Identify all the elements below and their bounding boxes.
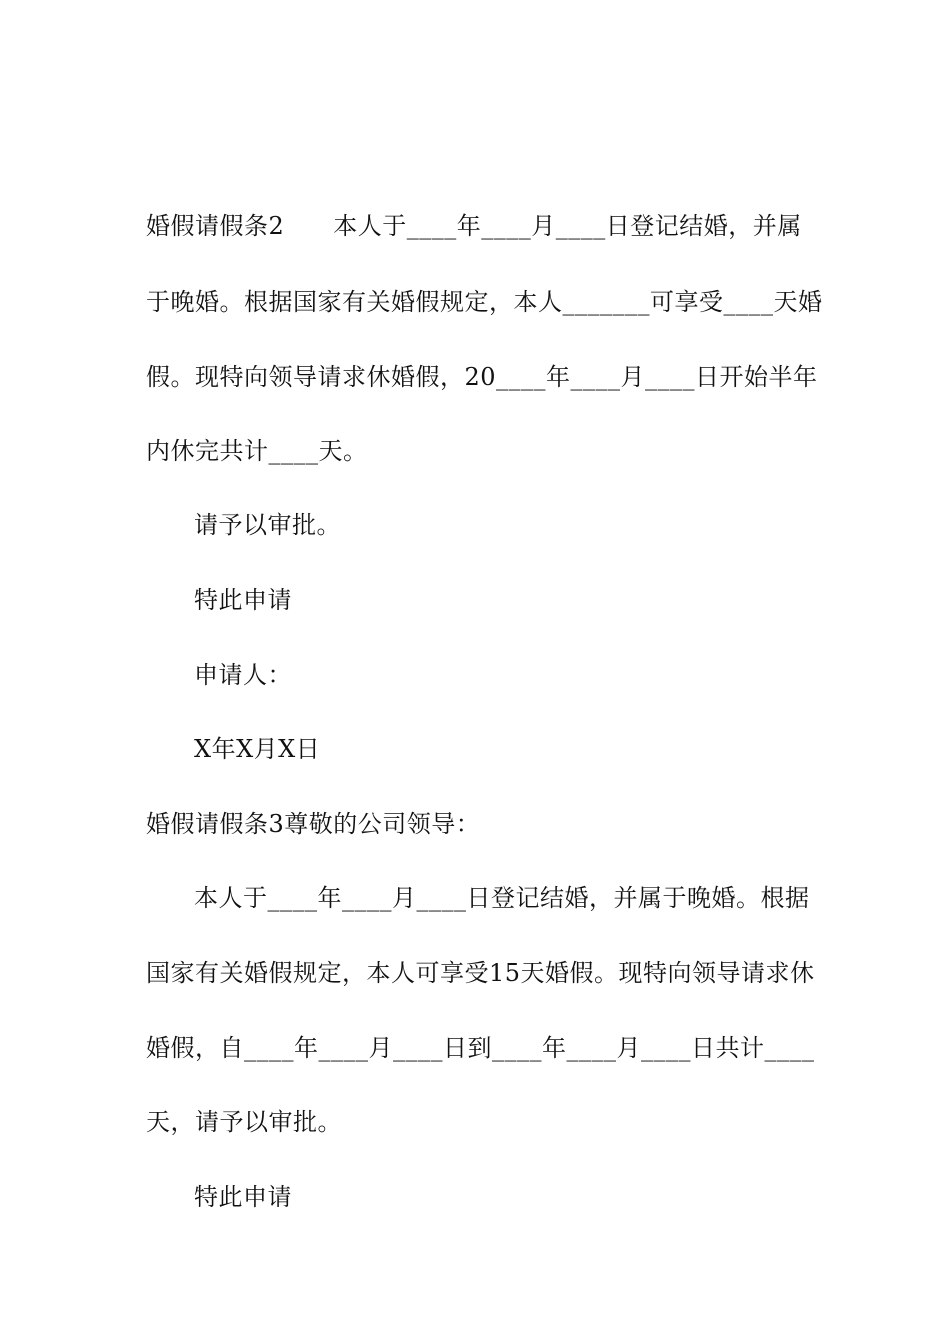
text-line: 于晚婚。根据国家有关婚假规定，本人_______可享受____天婚: [146, 288, 823, 316]
text-line: 天，请予以审批。: [146, 1108, 342, 1136]
section-heading: 婚假请假条3尊敬的公司领导：: [146, 810, 481, 838]
text-line: 婚假请假条2 本人于____年____月____日登记结婚，并属: [146, 212, 802, 240]
applicant-line: 申请人：: [194, 661, 292, 689]
date-line: X年X月X日: [194, 735, 321, 763]
text-line: 内休完共计____天。: [146, 437, 368, 465]
text-line: 本人于____年____月____日登记结婚，并属于晚婚。根据: [194, 884, 810, 912]
text-line: 假。现特向领导请求休婚假，20____年____月____日开始半年: [146, 363, 818, 391]
text-line: 婚假，自____年____月____日到____年____月____日共计____: [146, 1034, 815, 1062]
text-line: 国家有关婚假规定，本人可享受15天婚假。现特向领导请求休: [146, 959, 815, 987]
text-line: 特此申请: [194, 586, 292, 614]
text-line: 特此申请: [194, 1183, 292, 1211]
text-line: 请予以审批。: [194, 511, 341, 539]
